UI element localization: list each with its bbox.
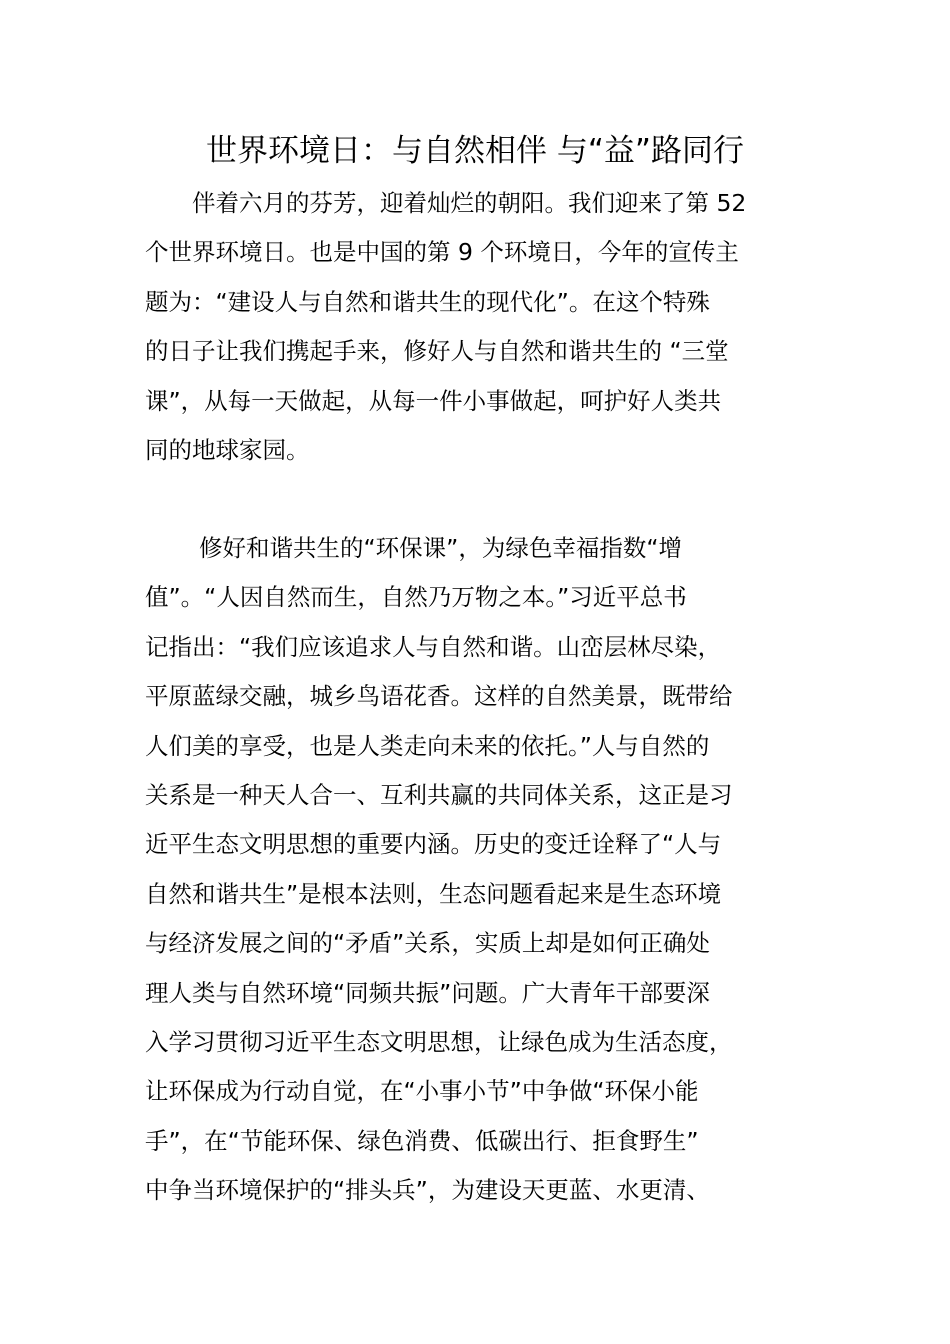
paragraph-environmental-lesson <box>145 524 810 1215</box>
paragraph-line: 与经济发展之间的“矛盾”关系，实质上却是如何正确处 <box>145 929 710 958</box>
paragraph-line: 中争当环境保护的“排头兵”，为建设天更蓝、水更清、 <box>145 1176 710 1205</box>
document-title: 世界环境日：与自然相伴 与“益”路同行 <box>206 133 744 169</box>
paragraph-line: 入学习贯彻习近平生态文明思想，让绿色成为生活态度， <box>145 1027 733 1056</box>
paragraph-line: 个世界环境日。也是中国的第 9 个环境日，今年的宣传主 <box>145 238 739 267</box>
paragraph-line: 人们美的享受，也是人类走向未来的依托。”人与自然的 <box>145 731 710 760</box>
paragraph-line: 修好和谐共生的“环保课”，为绿色幸福指数“增 <box>199 534 683 562</box>
paragraph-line: 同的地球家园。 <box>145 435 310 464</box>
paragraph-line: 记指出：“我们应该追求人与自然和谐。山峦层林尽染， <box>145 632 722 661</box>
paragraph-line: 平原蓝绿交融，城乡鸟语花香。这样的自然美景，既带给 <box>145 682 733 711</box>
paragraph-line: 让环保成为行动自觉，在“小事小节”中争做“环保小能 <box>145 1077 699 1106</box>
paragraph-line: 的日子让我们携起手来，修好人与自然和谐共生的 “三堂 <box>145 337 729 366</box>
paragraph-line: 值”。“人因自然而生，自然乃万物之本。”习近平总书 <box>145 583 687 612</box>
paragraph-line: 近平生态文明思想的重要内涵。历史的变迁诠释了“人与 <box>145 830 722 859</box>
paragraph-line: 自然和谐共生”是根本法则，生态问题看起来是生态环境 <box>145 879 722 908</box>
paragraph-line: 关系是一种天人合一、互利共赢的共同体关系，这正是习 <box>145 780 733 809</box>
paragraph-intro <box>145 179 810 475</box>
paragraph-line: 题为：“建设人与自然和谐共生的现代化”。在这个特殊 <box>145 287 710 316</box>
paragraph-line: 手”，在“节能环保、绿色消费、低碳出行、拒食野生” <box>145 1126 699 1155</box>
paragraph-line: 课”，从每一天做起，从每一件小事做起，呵护好人类共 <box>145 386 722 415</box>
paragraph-line: 伴着六月的芬芳，迎着灿烂的朝阳。我们迎来了第 52 <box>192 189 747 217</box>
paragraph-line: 理人类与自然环境“同频共振”问题。广大青年干部要深 <box>145 978 710 1007</box>
